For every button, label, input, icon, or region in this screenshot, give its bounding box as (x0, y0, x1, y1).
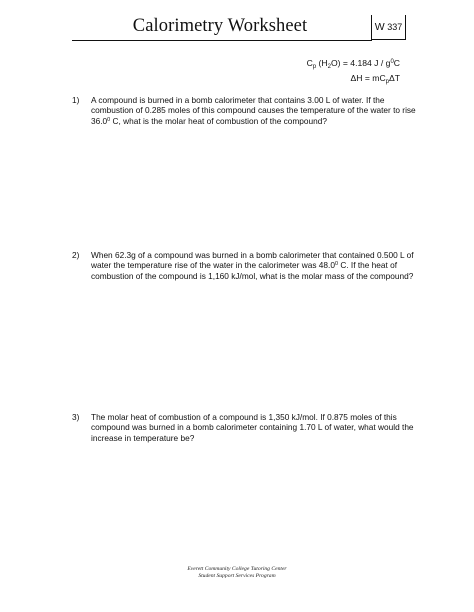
question-number: 3) (72, 412, 80, 422)
question-number: 2) (72, 250, 80, 260)
document-code-prefix: W (374, 21, 385, 33)
document-code-number: 337 (387, 22, 403, 32)
footer-line-college: Everett Community College Tutoring Center (187, 566, 287, 572)
question-text: When 62.3g of a compound was burned in a bomb calorimeter that contained 0.500 L of water the temperature rise of the water in the calorimeter was 48.0$^0$ C. If the heat of combustion of the compound is 1,160 kJ/mol, what is the molar mass of the compound? (91, 250, 414, 281)
question-text: The molar heat of combustion of a compound is 1,350 kJ/mol. If 0.875 moles of this compound was burned in a bomb calorimeter containing 1.70 L of water, what would the increase in temperature be? (91, 412, 414, 443)
page-footer (0, 566, 474, 581)
enthalpy-formula: $\Delta H = mC_p\Delta T$ (350, 73, 400, 85)
formula-block (307, 57, 400, 88)
specific-heat-formula: $C_p$ $(H_2O) = 4.184$ J / $g^0C$ (306, 58, 400, 70)
title-underline (72, 40, 372, 41)
footer-line-program: Student Support Services Program (198, 573, 276, 580)
page-title: Calorimetry Worksheet (132, 16, 308, 36)
document-code-box (371, 15, 406, 40)
question-number: 1) (72, 95, 80, 105)
question-text: A compound is burned in a bomb calorimeter that contains 3.00 L of water. If the combustion of 0.285 moles of this compound causes the temperature of the water to rise 36.0$^0$ C, what is the molar heat of combustion of the compound? (91, 95, 416, 126)
